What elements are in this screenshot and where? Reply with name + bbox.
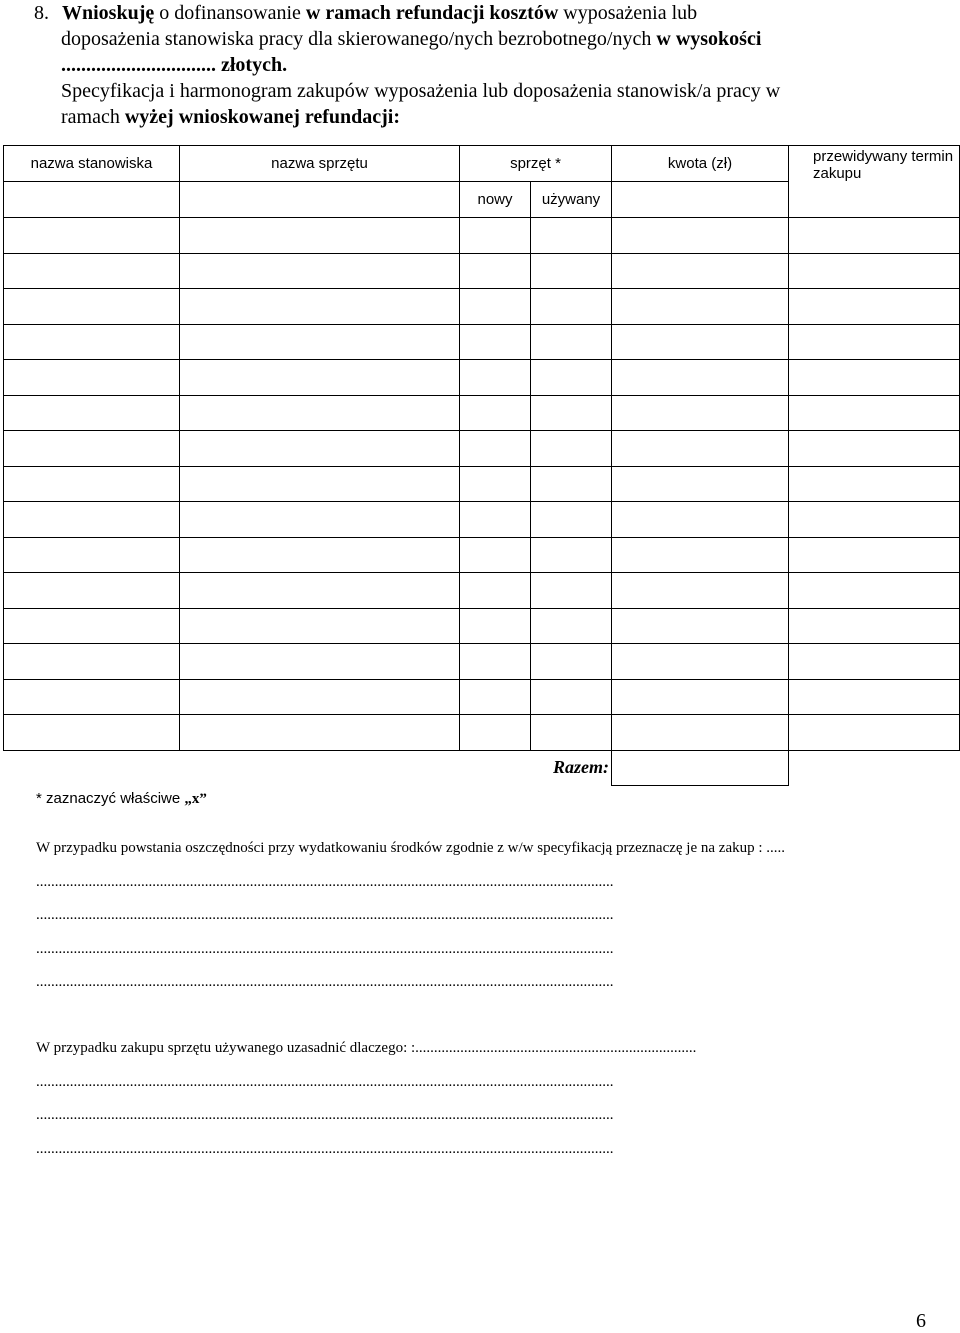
amount-field[interactable]: ............................... złotych. — [61, 54, 288, 76]
table-cell[interactable] — [180, 608, 460, 644]
table-cell[interactable] — [531, 431, 612, 467]
table-cell[interactable] — [460, 289, 531, 325]
total-amount-cell[interactable] — [612, 750, 789, 785]
table-cell[interactable] — [4, 502, 180, 538]
used-equipment-section — [36, 1032, 856, 1166]
table-cell[interactable] — [612, 466, 789, 502]
table-cell[interactable] — [612, 715, 789, 751]
table-cell[interactable] — [460, 608, 531, 644]
table-cell[interactable] — [4, 218, 180, 254]
heading-bold: w wysokości — [656, 28, 762, 50]
section-heading — [34, 0, 914, 130]
table-cell[interactable] — [4, 573, 180, 609]
table-cell[interactable] — [789, 253, 960, 289]
table-cell[interactable] — [180, 360, 460, 396]
heading-text: wyposażenia lub — [558, 2, 698, 24]
savings-line[interactable]: .......................................................................................................................................................... — [36, 940, 614, 957]
table-cell[interactable] — [531, 502, 612, 538]
table-cell[interactable] — [531, 395, 612, 431]
table-cell[interactable] — [612, 218, 789, 254]
blank-cell — [789, 750, 960, 785]
table-cell[interactable] — [4, 715, 180, 751]
savings-line[interactable]: .......................................................................................................................................................... — [36, 907, 614, 923]
heading-wnioskuje: Wnioskuję — [62, 2, 155, 24]
table-cell[interactable] — [4, 644, 180, 680]
header-termin-zakupu: przewidywany termin zakupu — [789, 146, 960, 218]
heading-bold: w ramach refundacji kosztów — [305, 2, 559, 24]
table-cell[interactable] — [612, 324, 789, 360]
justification-line[interactable]: .......................................................................................................................................................... — [36, 1140, 614, 1157]
table-cell[interactable] — [612, 182, 789, 218]
table-cell[interactable] — [531, 253, 612, 289]
table-cell[interactable] — [460, 431, 531, 467]
table-cell[interactable] — [180, 324, 460, 360]
table-cell[interactable] — [612, 253, 789, 289]
table-cell[interactable] — [4, 679, 180, 715]
table-cell[interactable] — [4, 324, 180, 360]
table-cell[interactable] — [180, 502, 460, 538]
table-row — [4, 644, 960, 680]
table-row — [4, 502, 960, 538]
savings-section — [36, 832, 856, 1000]
table-cell[interactable] — [180, 395, 460, 431]
table-cell[interactable] — [180, 573, 460, 609]
table-cell[interactable] — [612, 395, 789, 431]
table-cell[interactable] — [4, 289, 180, 325]
table-cell[interactable] — [531, 644, 612, 680]
table-cell[interactable] — [612, 573, 789, 609]
table-cell[interactable] — [531, 289, 612, 325]
table-cell[interactable] — [460, 537, 531, 573]
header-nazwa-stanowiska: nazwa stanowiska — [4, 146, 180, 182]
table-row — [4, 679, 960, 715]
table-cell[interactable] — [612, 431, 789, 467]
table-row — [4, 218, 960, 254]
table-cell[interactable] — [460, 715, 531, 751]
savings-line[interactable]: .......................................................................................................................................................... — [36, 873, 614, 890]
table-row — [4, 715, 960, 751]
section-number: 8. — [34, 2, 49, 24]
justification-line[interactable]: .......................................................................................................................................................... — [36, 1107, 614, 1123]
table-cell[interactable] — [789, 395, 960, 431]
table-cell[interactable] — [460, 324, 531, 360]
table-cell[interactable] — [531, 466, 612, 502]
table-cell[interactable] — [460, 395, 531, 431]
table-cell[interactable] — [789, 431, 960, 467]
table-cell[interactable] — [180, 715, 460, 751]
table-cell[interactable] — [4, 466, 180, 502]
table-cell[interactable] — [612, 644, 789, 680]
table-cell[interactable] — [460, 360, 531, 396]
table-cell[interactable] — [460, 573, 531, 609]
header-kwota: kwota (zł) — [612, 146, 789, 182]
table-cell[interactable] — [789, 537, 960, 573]
table-cell[interactable] — [789, 644, 960, 680]
table-cell[interactable] — [789, 466, 960, 502]
table-cell[interactable] — [460, 644, 531, 680]
table-row — [4, 253, 960, 289]
table-row — [4, 573, 960, 609]
table-cell[interactable] — [612, 289, 789, 325]
footnote-mark: „x” — [184, 791, 207, 807]
header-uzywany: używany — [531, 182, 612, 218]
table-cell[interactable] — [789, 502, 960, 538]
table-cell[interactable] — [531, 360, 612, 396]
table-cell[interactable] — [4, 431, 180, 467]
table-row — [4, 431, 960, 467]
page-number: 6 — [916, 1310, 926, 1332]
header-nowy: nowy — [460, 182, 531, 218]
savings-line[interactable]: W przypadku powstania oszczędności przy wydatkowaniu środków zgodnie z w/w specyfikacją przeznaczę je na zakup : ..... — [36, 840, 786, 856]
table-cell[interactable] — [180, 466, 460, 502]
table-cell[interactable] — [460, 679, 531, 715]
table-cell[interactable] — [180, 537, 460, 573]
table-cell[interactable] — [460, 218, 531, 254]
table-cell[interactable] — [789, 218, 960, 254]
table-row — [4, 395, 960, 431]
table-cell[interactable] — [4, 395, 180, 431]
table-cell[interactable] — [531, 608, 612, 644]
table-cell[interactable] — [531, 715, 612, 751]
table-cell[interactable] — [4, 537, 180, 573]
heading-text: o dofinansowanie — [154, 2, 306, 24]
table-cell[interactable] — [531, 679, 612, 715]
table-row — [4, 466, 960, 502]
heading-bold: wyżej wnioskowanej refundacji: — [124, 106, 401, 128]
table-cell[interactable] — [4, 182, 180, 218]
footnote — [36, 790, 207, 808]
table-cell[interactable] — [612, 537, 789, 573]
table-cell[interactable] — [180, 218, 460, 254]
table-cell[interactable] — [460, 502, 531, 538]
table-cell[interactable] — [180, 644, 460, 680]
table-cell[interactable] — [789, 360, 960, 396]
footnote-text: * zaznaczyć właściwe — [36, 790, 185, 807]
table-cell[interactable] — [789, 289, 960, 325]
table-cell[interactable] — [180, 289, 460, 325]
justification-line[interactable]: .......................................................................................................................................................... — [36, 1073, 614, 1090]
razem-label: Razem: — [553, 756, 609, 777]
table-cell[interactable] — [612, 608, 789, 644]
savings-line[interactable]: .......................................................................................................................................................... — [36, 974, 614, 990]
total-row — [4, 750, 960, 785]
table-row — [4, 360, 960, 396]
heading-text: Specyfikacja i harmonogram zakupów wyposażenia lub doposażenia stanowisk/a pracy w — [61, 80, 781, 102]
table-cell[interactable] — [531, 324, 612, 360]
specification-table — [3, 145, 960, 786]
table-cell[interactable] — [789, 608, 960, 644]
table-cell[interactable] — [180, 182, 460, 218]
table-cell[interactable] — [789, 679, 960, 715]
header-nazwa-sprzetu: nazwa sprzętu — [180, 146, 460, 182]
table-cell[interactable] — [4, 253, 180, 289]
table-cell[interactable] — [180, 431, 460, 467]
table-cell[interactable] — [789, 573, 960, 609]
table-cell[interactable] — [4, 360, 180, 396]
table-cell[interactable] — [612, 360, 789, 396]
table-row — [4, 324, 960, 360]
heading-text: doposażenia stanowiska pracy dla skierowanego/nych bezrobotnego/nych — [61, 28, 657, 50]
heading-text: ramach — [61, 106, 125, 128]
table-row — [4, 289, 960, 325]
table-cell[interactable] — [789, 715, 960, 751]
table-cell[interactable] — [531, 573, 612, 609]
table-cell[interactable] — [180, 253, 460, 289]
table-cell[interactable] — [531, 218, 612, 254]
table-cell[interactable] — [531, 537, 612, 573]
table-cell[interactable] — [612, 502, 789, 538]
table-cell[interactable] — [4, 608, 180, 644]
table-cell[interactable] — [460, 253, 531, 289]
table-cell[interactable] — [612, 679, 789, 715]
table-row — [4, 537, 960, 573]
table-cell[interactable] — [460, 466, 531, 502]
header-sprzet: sprzęt * — [460, 146, 612, 182]
table-cell[interactable] — [180, 679, 460, 715]
table-row — [4, 608, 960, 644]
justification-line[interactable]: W przypadku zakupu sprzętu używanego uzasadnić dlaczego: :........................................................................... — [36, 1040, 697, 1056]
table-cell[interactable] — [789, 324, 960, 360]
